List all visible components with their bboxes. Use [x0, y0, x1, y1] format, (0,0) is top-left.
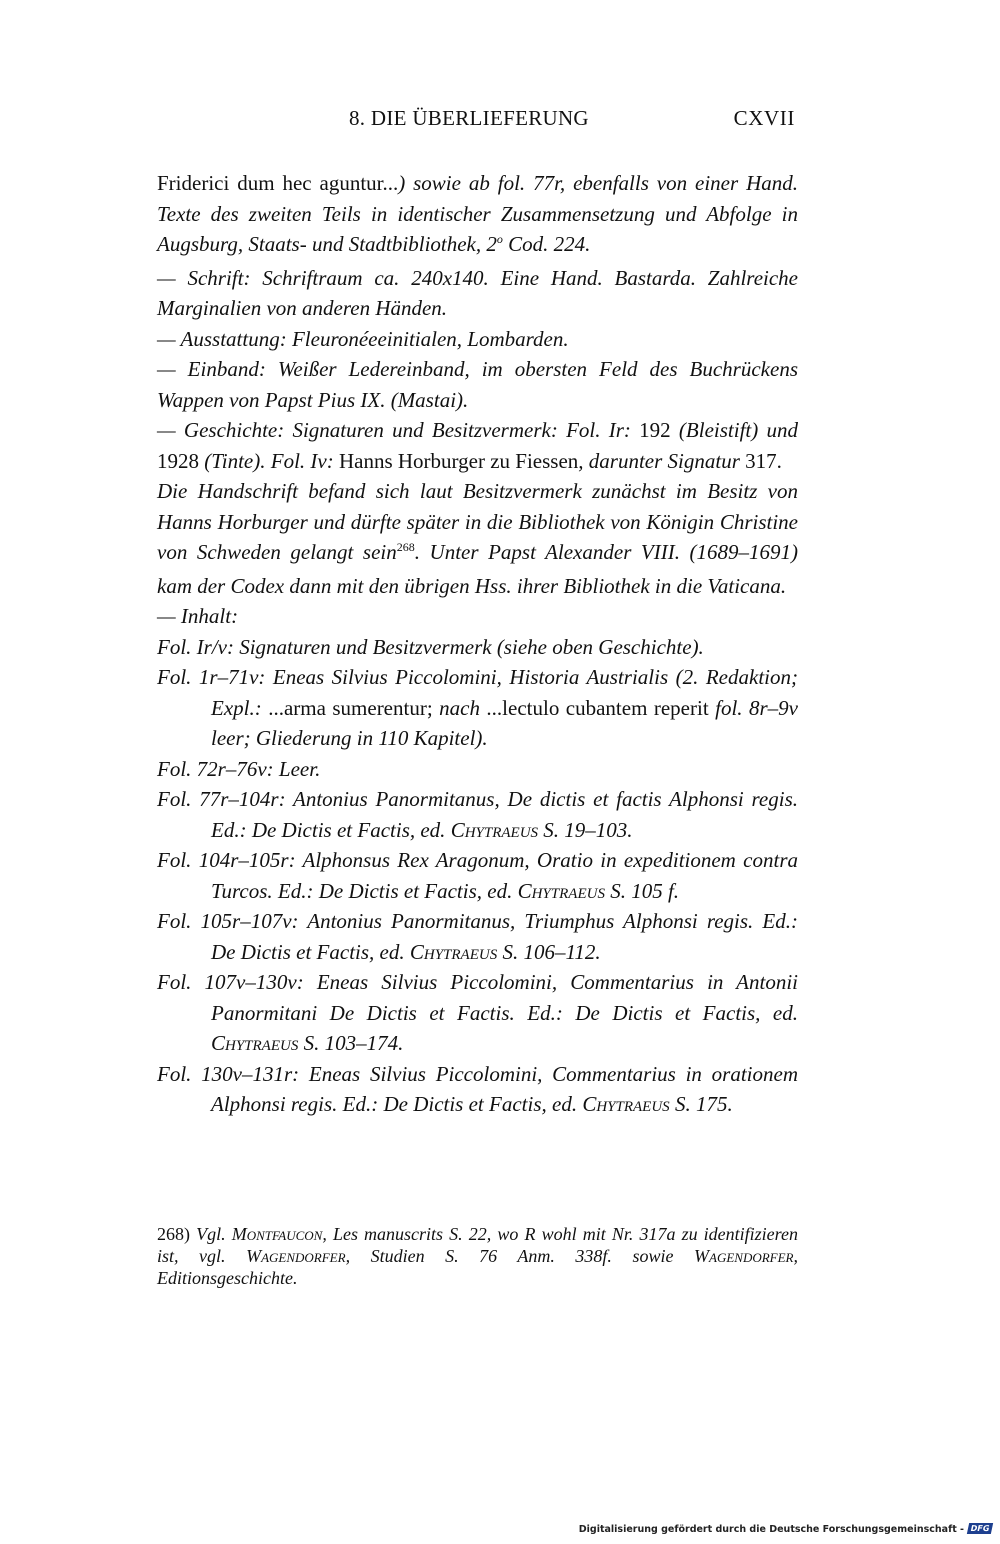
dfg-logo: DFG — [967, 1523, 993, 1534]
italic-text: . Unter Papst Alexander VIII. (1689–1691) kam der Codex dann mit den übrigen Hss. ihrer Bibliothek in die Vaticana. — [157, 540, 799, 598]
book-page — [157, 0, 798, 1544]
italic-text: — Geschichte: Signaturen und Besitzvermerk: Fol. Ir: — [157, 418, 640, 442]
author-smallcaps: Wagendorfer — [246, 1246, 346, 1266]
author-smallcaps: Chytraeus — [517, 878, 605, 903]
italic-text: Fol. 72r–76v: Leer. — [157, 756, 321, 781]
funding-credit: Digitalisierung gefördert durch die Deutsche Forschungsgemeinschaft - — [578, 1524, 964, 1535]
italic-text: S. 106–112. — [497, 939, 601, 964]
italic-text: ) sowie ab fol. 77r, ebenfalls von einer Hand. Texte des zweiten Teils in identischer Zusammensetzung und Abfolge in Augsburg, Staats- und Stadtbibliothek, 2 — [157, 171, 798, 256]
author-smallcaps: Chytraeus — [450, 817, 539, 842]
italic-text: S. 19–103. — [538, 817, 633, 842]
author-smallcaps: Chytraeus — [582, 1092, 670, 1116]
section-geschichte — [157, 415, 798, 476]
italic-text: , Les manuscrits S. 22, wo R wohl mit Nr. 317a zu identifizieren ist, vgl. — [157, 1224, 798, 1266]
italic-text: S. 105 f. — [604, 878, 680, 903]
content-entry — [157, 845, 798, 906]
roman-text: ...lectulo cubantem reperit — [486, 695, 709, 720]
italic-text: Cod. 224. — [502, 232, 591, 256]
italic-text: fol. 8r–9v leer; Gliederung in 110 Kapitel). — [211, 695, 798, 750]
italic-text: , darunter Signatur — [578, 448, 746, 473]
italic-text: , Studien S. 76 Anm. 338f. sowie — [345, 1246, 695, 1266]
italic-text: Die Handschrift befand sich laut Besitzvermerk zunächst im Besitz von Hanns Horburger und dürfte später in die Bibliothek von Königin Christine von Schweden gelangt sein — [157, 479, 798, 564]
italic-text: S. 103–174. — [298, 1031, 404, 1055]
footnote-reference: 268 — [396, 540, 415, 554]
italic-text: Fol. 107v–130v: Eneas Silvius Piccolomini, Commentarius in Antonii Panormitani De Dictis et Factis. Ed.: De Dictis et Factis, ed. — [157, 970, 798, 1025]
running-header — [157, 106, 798, 136]
content-entry — [157, 967, 798, 1059]
italic-text: Vgl. — [196, 1224, 232, 1244]
paragraph-continuation — [157, 168, 798, 263]
author-smallcaps: Chytraeus — [409, 939, 498, 964]
italic-text: Fol. Ir/v: Signaturen und Besitzvermerk (siehe oben Geschichte). — [157, 634, 704, 659]
superscript: o — [496, 232, 503, 246]
section-inhalt — [157, 601, 798, 632]
roman-text: . — [776, 448, 782, 473]
roman-text: Friderici dum hec aguntur... — [157, 171, 399, 195]
italic-text: Fol. 104r–105r: Alphonsus Rex Aragonum, Oratio in expeditionem contra Turcos. Ed.: De Dictis et Factis, ed. — [157, 848, 798, 903]
author-smallcaps: Wagendorfer — [694, 1246, 794, 1266]
einband-text: Wappen von Papst Pius IX. (Mastai). — [157, 387, 469, 412]
italic-text: Fol. 1r–71v: Eneas Silvius Piccolomini, Historia Austrialis (2. Redaktion; Expl.: — [157, 665, 798, 720]
content-entry — [157, 784, 798, 845]
einband-text: — Einband: Weißer Ledereinband, im obersten Feld des Buchrückens — [157, 357, 798, 381]
italic-text: (Tinte). Fol. Iv: — [199, 448, 339, 473]
content-entry — [157, 662, 798, 754]
section-einband-line2 — [157, 385, 798, 416]
section-einband-line1 — [157, 354, 798, 385]
content-entry — [157, 906, 798, 967]
section-provenance — [157, 476, 798, 601]
footnote-number: 268) — [157, 1224, 197, 1244]
author-smallcaps: Montfaucon — [231, 1224, 323, 1244]
ausstattung-text: — Ausstattung: Fleuronéeeinitialen, Lombarden. — [157, 326, 569, 351]
roman-text: 192 — [639, 418, 671, 442]
inhalt-label: — Inhalt: — [157, 604, 239, 628]
chapter-title: 8. DIE ÜBERLIEFERUNG — [349, 106, 589, 130]
italic-text: (Bleistift) und — [670, 418, 798, 442]
section-schrift — [157, 263, 798, 324]
author-smallcaps: Chytraeus — [211, 1031, 299, 1055]
roman-text: ...arma sumerentur; — [268, 695, 433, 720]
content-entry — [157, 632, 798, 663]
content-entry — [157, 754, 798, 785]
italic-text: Fol. 77r–104r: Antonius Panormitanus, De dictis et factis Alphonsi regis. Ed.: De Dictis et Factis, ed. — [157, 787, 798, 842]
italic-text: S. 175. — [669, 1092, 733, 1116]
footnote-268 — [157, 1223, 798, 1289]
main-text — [157, 168, 798, 1120]
roman-text: 1928 — [157, 448, 199, 473]
italic-text: Fol. 105r–107v: Antonius Panormitanus, Triumphus Alphonsi regis. Ed.: De Dictis et Factis, ed. — [157, 909, 798, 964]
owner-name: Hanns Horburger zu Fiessen — [338, 448, 579, 473]
roman-text: 317 — [745, 448, 777, 473]
schrift-text: — Schrift: Schriftraum ca. 240x140. Eine Hand. Bastarda. Zahlreiche Marginalien von anderen Händen. — [157, 265, 798, 320]
italic-text: Fol. 130v–131r: Eneas Silvius Piccolomini, Commentarius in orationem Alphonsi regis. Ed.: De Dictis et Factis, ed. — [157, 1061, 798, 1116]
italic-text: , Editionsgeschichte. — [157, 1246, 798, 1288]
content-entry — [157, 1059, 798, 1120]
page-number: CXVII — [733, 106, 795, 130]
italic-text: nach — [432, 695, 487, 720]
section-ausstattung — [157, 324, 798, 355]
